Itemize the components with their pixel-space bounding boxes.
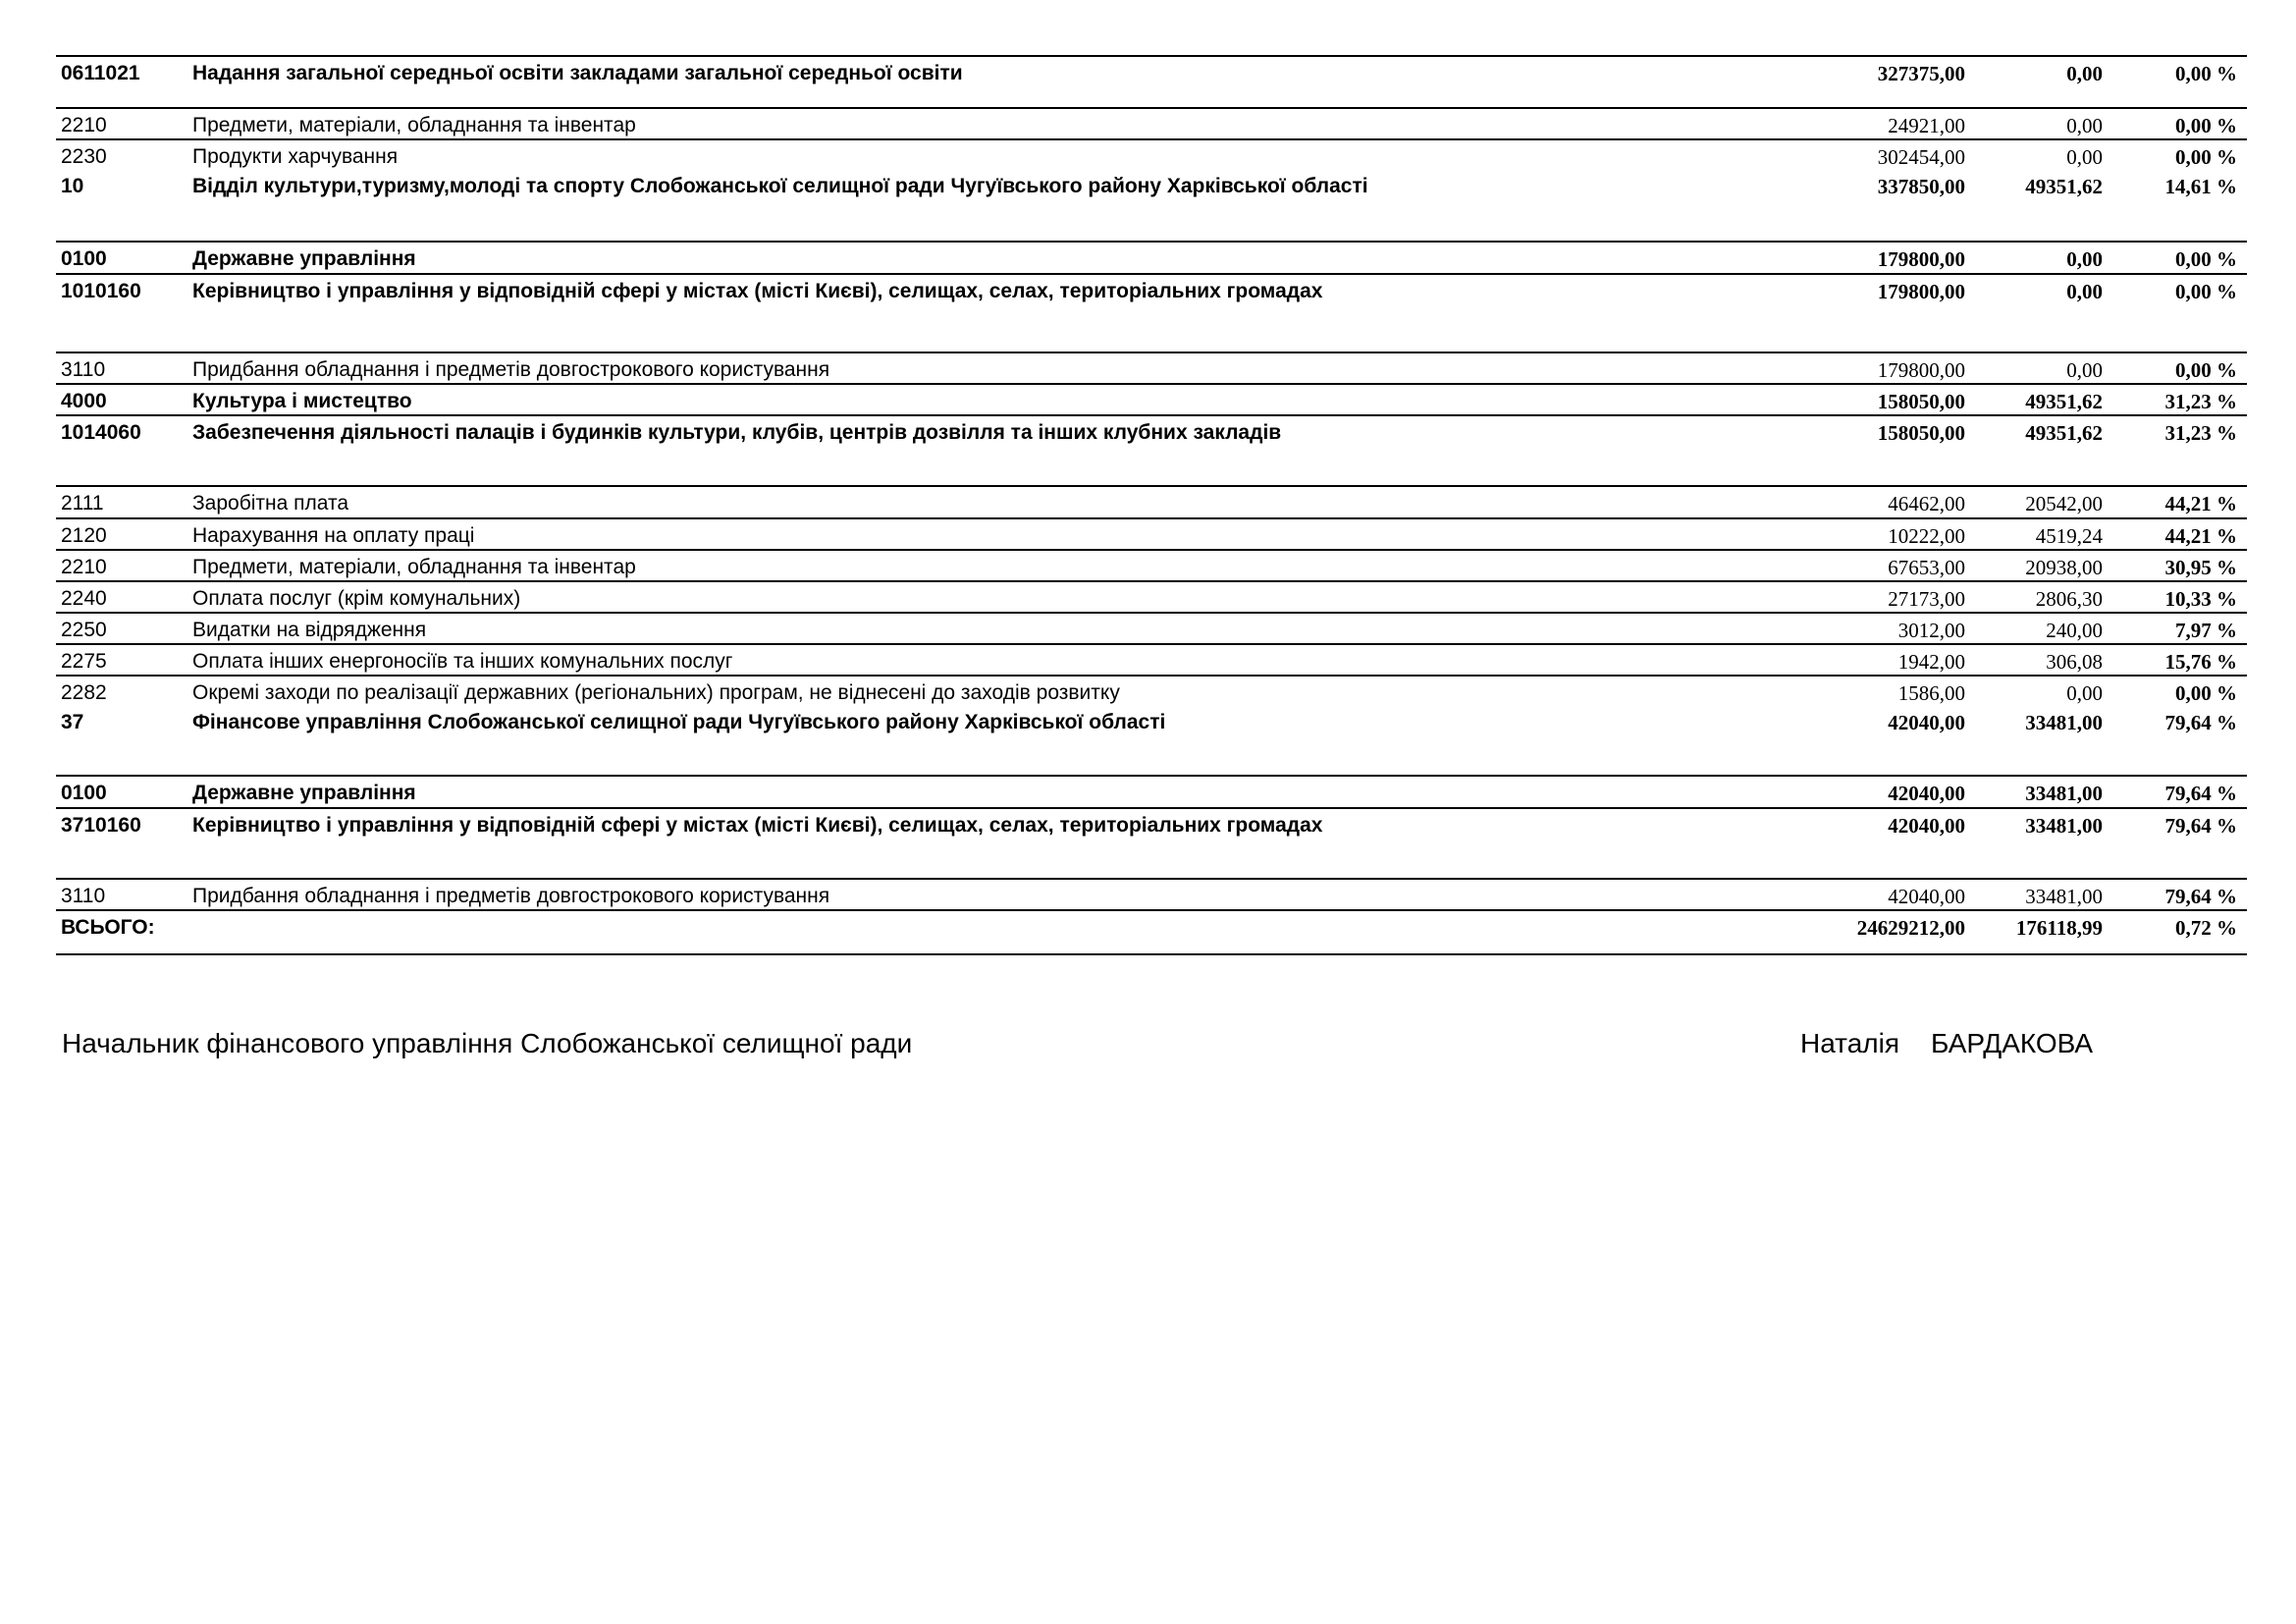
row-name: Надання загальної середньої освіти закладами загальної середньої освіти xyxy=(192,62,963,84)
row-plan: 179800,00 xyxy=(1877,247,1965,271)
table-row xyxy=(56,170,2247,241)
row-percent: 0,00 % xyxy=(2175,681,2237,705)
row-name: Предмети, матеріали, обладнання та інвентар xyxy=(192,556,636,578)
row-fact: 0,00 xyxy=(2066,114,2103,137)
table-row xyxy=(56,273,2247,352)
row-plan: 327375,00 xyxy=(1877,62,1965,85)
table-row xyxy=(56,241,2247,273)
row-name: Оплата послуг (крім комунальних) xyxy=(192,587,521,610)
row-percent: 79,64 % xyxy=(2164,885,2237,908)
row-code: 3710160 xyxy=(61,814,141,837)
row-name: Нарахування на оплату праці xyxy=(192,524,475,547)
row-plan: 46462,00 xyxy=(1888,492,1965,515)
table-row xyxy=(56,878,2247,909)
row-fact: 33481,00 xyxy=(2025,885,2103,908)
row-fact: 33481,00 xyxy=(2025,814,2103,838)
row-plan: 1942,00 xyxy=(1897,650,1965,674)
row-code: 2282 xyxy=(61,681,107,704)
row-code: 37 xyxy=(61,711,84,733)
table-row xyxy=(56,807,2247,878)
row-code: 1014060 xyxy=(61,421,141,444)
row-percent: 0,00 % xyxy=(2175,114,2237,137)
row-code: 0100 xyxy=(61,247,107,270)
table-row xyxy=(56,55,2247,107)
row-fact: 4519,24 xyxy=(2035,524,2103,548)
table-row xyxy=(56,414,2247,485)
row-fact: 33481,00 xyxy=(2025,711,2103,734)
row-percent: 15,76 % xyxy=(2164,650,2237,674)
row-plan: 67653,00 xyxy=(1888,556,1965,579)
table-row xyxy=(56,706,2247,775)
row-code: 1010160 xyxy=(61,280,141,302)
row-percent: 10,33 % xyxy=(2164,587,2237,611)
row-percent: 31,23 % xyxy=(2164,390,2237,413)
row-fact: 0,00 xyxy=(2066,358,2103,382)
row-code: 3110 xyxy=(61,885,106,907)
row-name: Фінансове управління Слобожанської селищної ради Чугуївського району Харківської області xyxy=(192,711,1166,733)
row-fact: 0,00 xyxy=(2066,145,2103,169)
row-code: 3110 xyxy=(61,358,106,381)
table-row xyxy=(56,485,2247,517)
row-percent: 0,00 % xyxy=(2175,280,2237,303)
row-percent: 0,00 % xyxy=(2175,62,2237,85)
row-name: Державне управління xyxy=(192,782,416,804)
row-plan: 179800,00 xyxy=(1877,280,1965,303)
row-fact: 0,00 xyxy=(2066,280,2103,303)
row-name: Керівництво і управління у відповідній сфері у містах (місті Києві), селищах, селах, територіальних громадах xyxy=(192,814,1323,837)
signatory-first-name: Наталія xyxy=(1800,1028,1899,1058)
table-row xyxy=(56,107,2247,138)
row-code: 4000 xyxy=(61,390,107,412)
table-row xyxy=(56,549,2247,580)
row-plan: 42040,00 xyxy=(1888,814,1965,838)
row-code: 2275 xyxy=(61,650,107,673)
row-code: 0100 xyxy=(61,782,107,804)
row-plan: 27173,00 xyxy=(1888,587,1965,611)
row-percent: 30,95 % xyxy=(2164,556,2237,579)
table-row xyxy=(56,517,2247,549)
row-code: 2250 xyxy=(61,619,107,641)
table-row xyxy=(56,675,2247,706)
row-name: Заробітна плата xyxy=(192,492,349,514)
row-plan: 158050,00 xyxy=(1877,421,1965,445)
row-fact: 0,00 xyxy=(2066,681,2103,705)
row-plan: 1586,00 xyxy=(1897,681,1965,705)
row-plan: 3012,00 xyxy=(1897,619,1965,642)
row-name: Придбання обладнання і предметів довгострокового користування xyxy=(192,885,830,907)
row-name: Придбання обладнання і предметів довгострокового користування xyxy=(192,358,830,381)
row-code: 2111 xyxy=(61,492,104,514)
row-code: 2120 xyxy=(61,524,107,547)
row-plan: 42040,00 xyxy=(1888,885,1965,908)
row-plan: 337850,00 xyxy=(1877,175,1965,198)
row-fact: 20542,00 xyxy=(2025,492,2103,515)
row-plan: 302454,00 xyxy=(1877,145,1965,169)
row-percent: 0,00 % xyxy=(2175,358,2237,382)
total-label: ВСЬОГО: xyxy=(61,916,155,939)
row-percent: 31,23 % xyxy=(2164,421,2237,445)
row-name: Предмети, матеріали, обладнання та інвентар xyxy=(192,114,636,136)
row-plan: 24921,00 xyxy=(1888,114,1965,137)
row-percent: 0,00 % xyxy=(2175,145,2237,169)
row-fact: 49351,62 xyxy=(2025,390,2103,413)
row-name: Видатки на відрядження xyxy=(192,619,427,641)
row-name: Культура і мистецтво xyxy=(192,390,412,412)
row-name: Окремі заходи по реалізації державних (регіональних) програм, не віднесені до заходів розвитку xyxy=(192,681,1120,704)
row-fact: 2806,30 xyxy=(2035,587,2103,611)
table-row xyxy=(56,775,2247,807)
table-row xyxy=(56,383,2247,414)
row-code: 10 xyxy=(61,175,84,197)
budget-report-table xyxy=(56,55,2247,955)
row-code: 2210 xyxy=(61,114,107,136)
signatory-position: Начальник фінансового управління Слобожанської селищної ради xyxy=(62,1028,913,1058)
row-plan: 179800,00 xyxy=(1877,358,1965,382)
table-row xyxy=(56,352,2247,383)
row-code: 2210 xyxy=(61,556,107,578)
row-plan: 10222,00 xyxy=(1888,524,1965,548)
row-percent: 79,64 % xyxy=(2164,814,2237,838)
row-fact: 0,00 xyxy=(2066,62,2103,85)
row-fact: 20938,00 xyxy=(2025,556,2103,579)
row-percent: 44,21 % xyxy=(2164,524,2237,548)
table-row xyxy=(56,612,2247,643)
row-name: Відділ культури,туризму,молоді та спорту Слобожанської селищної ради Чугуївського району Харківської області xyxy=(192,175,1368,197)
row-plan: 158050,00 xyxy=(1877,390,1965,413)
total-row xyxy=(56,909,2247,955)
row-code: 2230 xyxy=(61,145,107,168)
row-code: 0611021 xyxy=(61,62,140,84)
row-name: Продукти харчування xyxy=(192,145,399,168)
table-row xyxy=(56,580,2247,612)
row-percent: 0,00 % xyxy=(2175,247,2237,271)
row-fact: 49351,62 xyxy=(2025,175,2103,198)
total-percent: 0,72 % xyxy=(2175,916,2237,940)
row-percent: 44,21 % xyxy=(2164,492,2237,515)
total-plan: 24629212,00 xyxy=(1856,916,1965,940)
table-row xyxy=(56,138,2247,170)
row-code: 2240 xyxy=(61,587,107,610)
row-fact: 0,00 xyxy=(2066,247,2103,271)
row-name: Керівництво і управління у відповідній сфері у містах (місті Києві), селищах, селах, територіальних громадах xyxy=(192,280,1323,302)
row-name: Оплата інших енергоносіїв та інших комунальних послуг xyxy=(192,650,733,673)
row-percent: 79,64 % xyxy=(2164,782,2237,805)
row-fact: 240,00 xyxy=(2046,619,2103,642)
row-fact: 33481,00 xyxy=(2025,782,2103,805)
row-percent: 79,64 % xyxy=(2164,711,2237,734)
row-plan: 42040,00 xyxy=(1888,782,1965,805)
table-row xyxy=(56,643,2247,675)
row-plan: 42040,00 xyxy=(1888,711,1965,734)
row-name: Державне управління xyxy=(192,247,416,270)
signatory-last-name: БАРДАКОВА xyxy=(1931,1028,2094,1058)
row-fact: 306,08 xyxy=(2046,650,2103,674)
row-percent: 7,97 % xyxy=(2175,619,2237,642)
total-fact: 176118,99 xyxy=(2015,916,2103,940)
row-name: Забезпечення діяльності палаців і будинків культури, клубів, центрів дозвілля та інших клубних закладів xyxy=(192,421,1282,444)
row-fact: 49351,62 xyxy=(2025,421,2103,445)
row-percent: 14,61 % xyxy=(2164,175,2237,198)
